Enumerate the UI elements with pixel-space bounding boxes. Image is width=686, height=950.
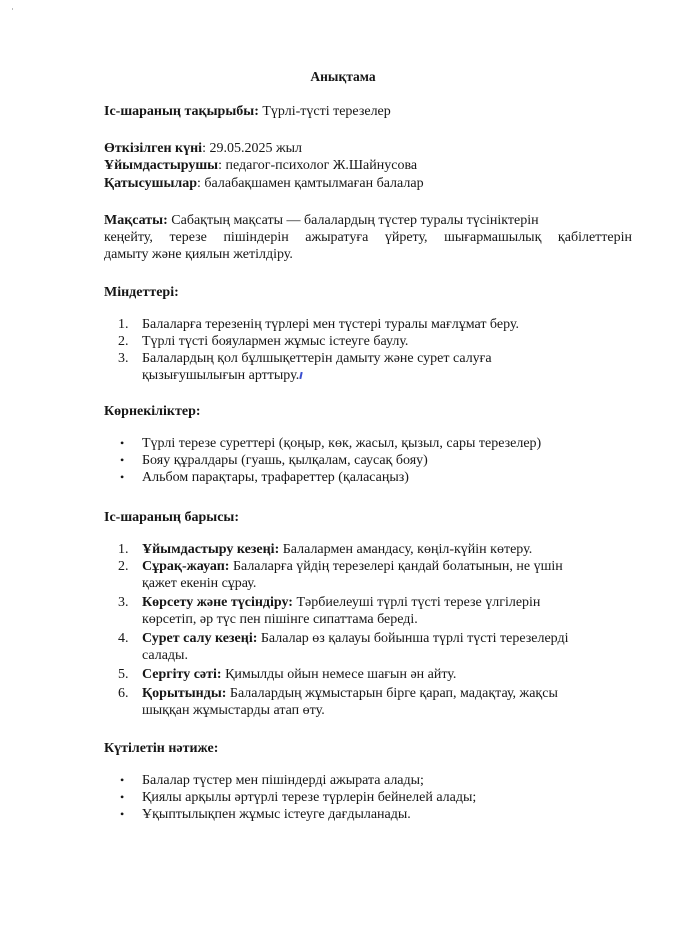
list-item: 1. Балаларға терезенің түрлері мен түстері туралы мағлұмат беру. [118, 317, 520, 332]
organizer-value: педагог-психолог Ж.Шайнусова [225, 158, 418, 173]
list-item: 1. Ұйымдастыру кезеңі: Балалармен амандасу, көңіл-күйін көтеру. [118, 542, 533, 557]
goal-line-2: кеңейту, терезе пішіндерін ажыратуға үйрету, шығармашылық қабілеттерін [104, 230, 632, 245]
organizer-line: Ұйымдастырушы: педагог-психолог Ж.Шайнусова [104, 158, 418, 173]
topic-value: Түрлі-түсті терезелер [262, 104, 391, 119]
outcome-heading: Күтілетін нәтиже: [104, 741, 219, 756]
list-item: 5. Сергіту сәті: Қимылды ойын немесе шағын ән айту. [118, 667, 457, 682]
list-item: 2. Түрлі түсті бояулармен жұмыс істеуге баулу. [118, 334, 409, 349]
list-item: • Балалар түстер мен пішіндерді ажырата алады; [120, 773, 424, 788]
list-item: • Түрлі терезе суреттері (қоңыр, көк, жасыл, қызыл, сары терезелер) [120, 436, 542, 451]
participants-label: Қатысушылар [104, 176, 198, 191]
outcome-list [118, 772, 628, 823]
bullet-icon: • [120, 453, 125, 467]
list-item: 3. Көрсету және түсіндіру: Тәрбиелеуші түрлі түсті терезе үлгілерін көрсетіп, әр түс пен пішінге сипаттама береді. [118, 595, 541, 627]
date-label: Өткізілген күні [104, 141, 203, 156]
bullet-icon: • [120, 436, 125, 450]
bullet-icon: • [120, 773, 125, 787]
process-heading: Іс-шараның барысы: [104, 510, 240, 525]
goal-line-1: Мақсаты: Сабақтың мақсаты — балалардың түстер туралы түсініктерін [104, 213, 539, 228]
bullet-icon: • [120, 470, 125, 484]
list-item: 3. Балалардың қол бұлшықеттерін дамыту және сурет салуға қызығушылығын арттыру. [118, 351, 492, 383]
list-item: • Альбом парақтары, трафареттер (қаласаңыз) [120, 470, 409, 485]
bullet-icon: • [120, 807, 125, 821]
goal-line-3: дамыту және қиялын жетілдіру. [104, 247, 293, 262]
topic-label: Іс-шараның тақырыбы [104, 104, 255, 119]
visuals-heading: Көрнекіліктер: [104, 404, 201, 419]
ink-mark [299, 372, 302, 379]
list-item: • Ұқыптылықпен жұмыс істеуге дағдыланады. [120, 807, 411, 822]
list-item: 2. Сұрақ-жауап: Балаларға үйдің терезелері қандай болатынын, не үшін қажет екенін сұрау. [118, 559, 563, 591]
tasks-list [118, 316, 618, 384]
topic-line: Іс-шараның тақырыбы: Түрлі-түсті терезелер [104, 104, 391, 119]
organizer-label: Ұйымдастырушы [104, 158, 219, 173]
goal-paragraph [104, 212, 632, 263]
participants-value: балабақшамен қамтылмаған балалар [204, 176, 424, 191]
scan-mark [12, 8, 13, 10]
bullet-icon: • [120, 790, 125, 804]
participants-line: Қатысушылар: балабақшамен қамтылмаған балалар [104, 176, 424, 191]
date-line: Өткізілген күні: 29.05.2025 жыл [104, 141, 303, 156]
list-item: 4. Сурет салу кезеңі: Балалар өз қалауы бойынша түрлі түсті терезелерді салады. [118, 631, 569, 663]
visuals-list [118, 435, 628, 486]
list-item: 6. Қорытынды: Балалардың жұмыстарын бірге қарап, мадақтау, жақсы шыққан жұмыстарды атап өту. [118, 686, 558, 718]
document-title: Анықтама [310, 69, 376, 84]
date-value: 29.05.2025 жыл [209, 141, 303, 156]
list-item: • Қиялы арқылы әртүрлі терезе түрлерін бейнелей алады; [120, 790, 477, 805]
process-list [118, 541, 618, 719]
goal-label: Мақсаты: [104, 213, 168, 228]
tasks-heading: Міндеттері: [104, 285, 179, 300]
list-item: • Бояу құралдары (гуашь, қылқалам, саусақ бояу) [120, 453, 428, 468]
